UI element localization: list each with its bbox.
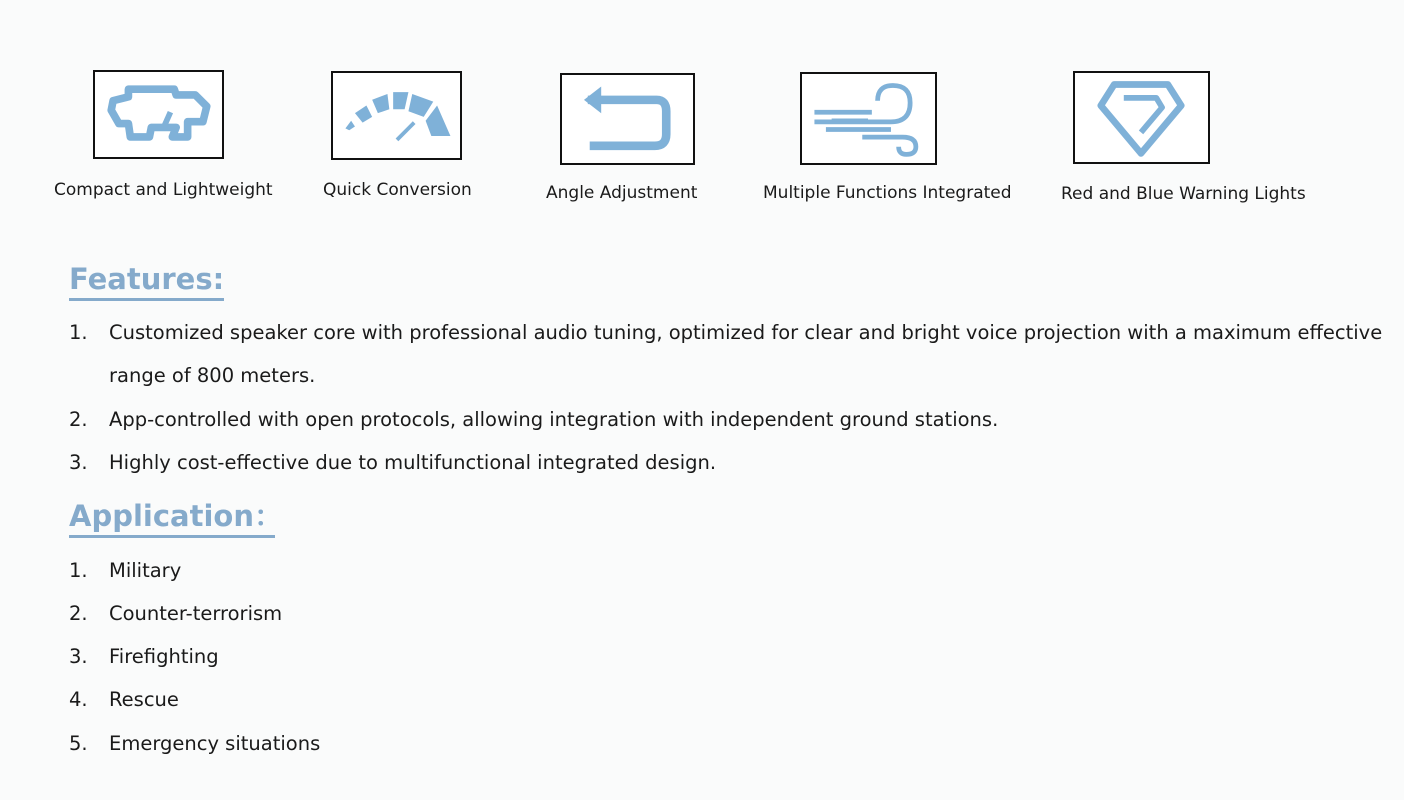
list-text: Rescue [109, 688, 179, 711]
list-number: 3. [69, 645, 88, 668]
list-text: Firefighting [109, 645, 219, 668]
list-text: Counter-terrorism [109, 602, 283, 625]
compact-device-icon [93, 70, 224, 159]
features-heading: Features: [69, 262, 224, 301]
caption-quick-conversion: Quick Conversion [323, 180, 472, 200]
application-heading: Application： [69, 499, 275, 538]
list-text: App-controlled with open protocols, allowing integration with independent ground stations. [109, 408, 999, 431]
caption-compact: Compact and Lightweight [54, 180, 273, 200]
list-text: Highly cost-effective due to multifunctional integrated design. [109, 451, 717, 474]
wind-icon [800, 72, 937, 165]
list-number: 3. [69, 451, 88, 474]
list-number: 1. [69, 321, 88, 344]
list-text: Emergency situations [109, 732, 321, 755]
list-text: Military [109, 559, 182, 582]
caption-angle-adjustment: Angle Adjustment [546, 183, 698, 203]
return-arrow-icon [560, 73, 695, 165]
list-text: Customized speaker core with professional audio tuning, optimized for clear and bright voice projection with a maximum effective range of 800 meters. [109, 321, 1383, 387]
list-number: 5. [69, 732, 88, 755]
list-number: 1. [69, 559, 88, 582]
list-number: 2. [69, 602, 88, 625]
list-number: 2. [69, 408, 88, 431]
list-number: 4. [69, 688, 88, 711]
diamond-icon [1073, 71, 1210, 164]
speedometer-icon [331, 71, 462, 160]
caption-multiple-functions: Multiple Functions Integrated [763, 183, 1012, 203]
caption-warning-lights: Red and Blue Warning Lights [1061, 184, 1306, 204]
